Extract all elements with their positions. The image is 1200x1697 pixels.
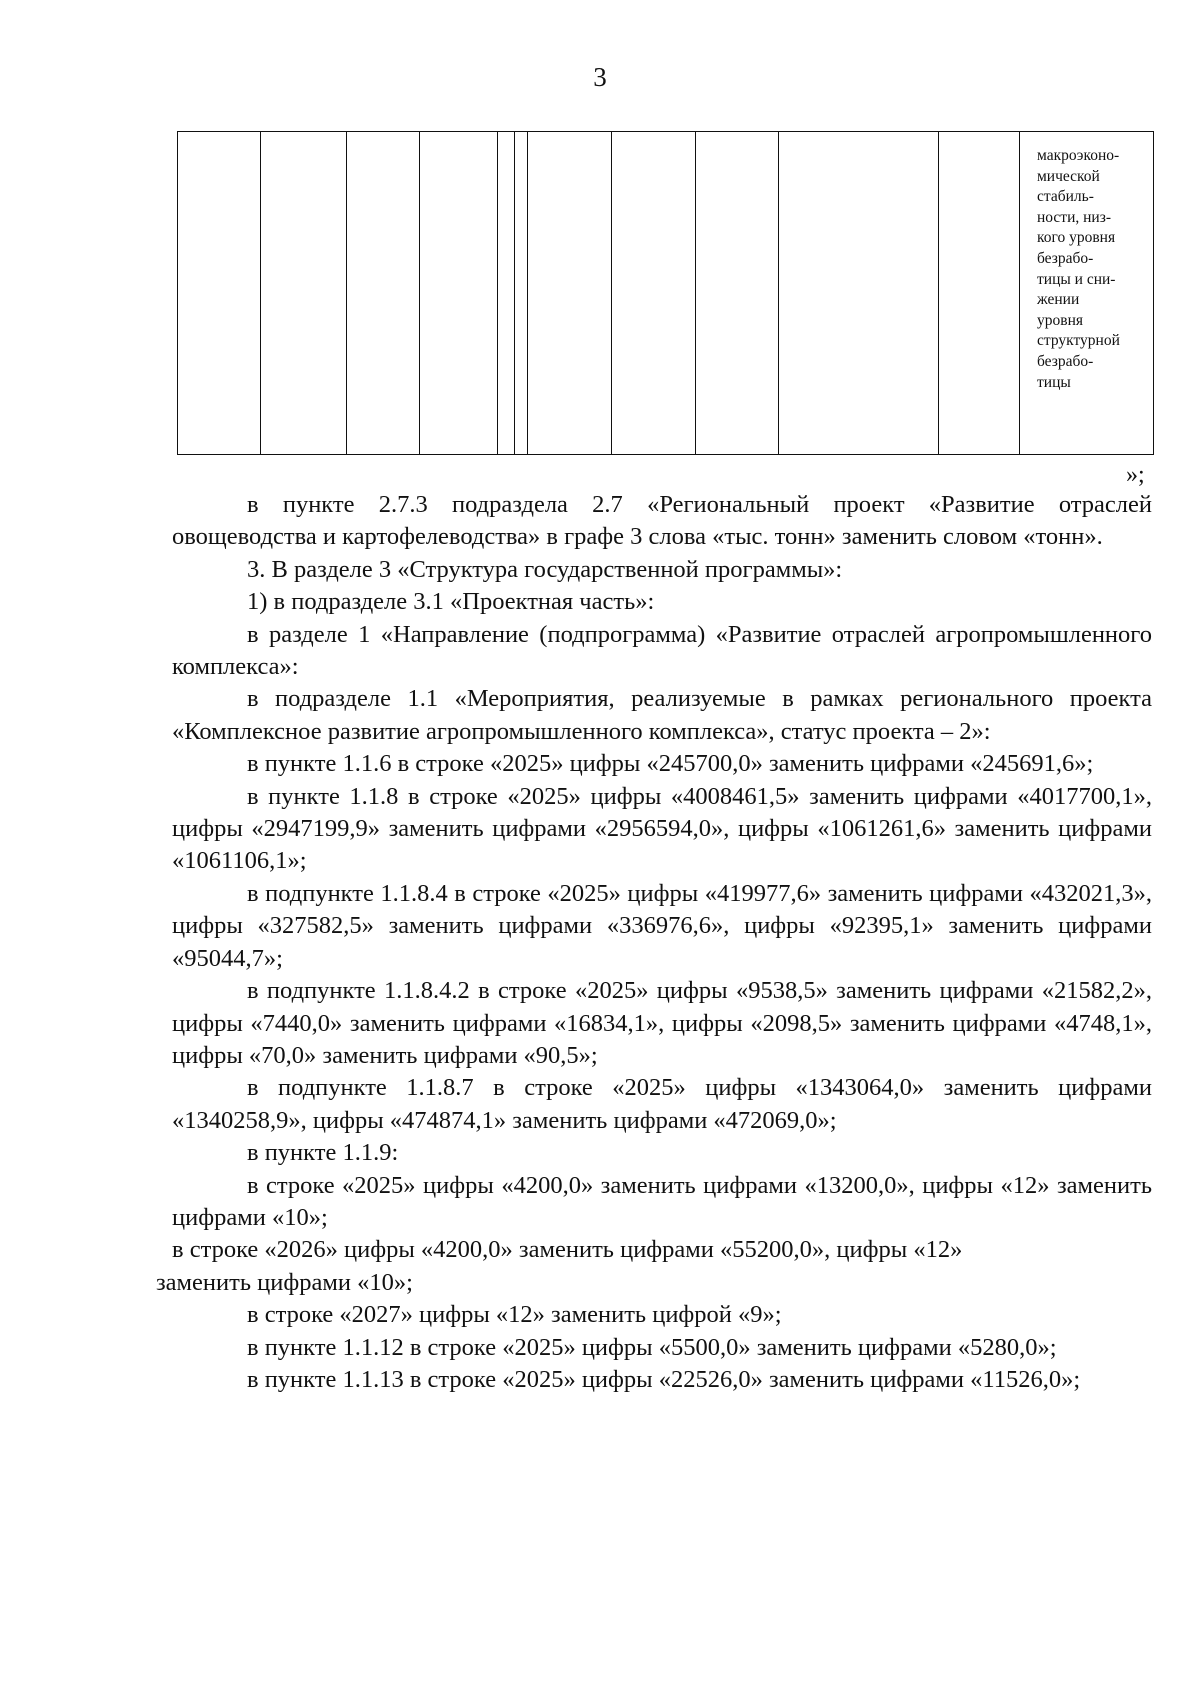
table-fragment — [177, 131, 1154, 455]
paragraph: в пункте 1.1.12 в строке «2025» цифры «5500,0» заменить цифрами «5280,0»; — [247, 1333, 1057, 1361]
cell-text-line: ности, низ- — [1037, 208, 1112, 226]
paragraph: в разделе 1 «Направление (подпрограмма) «Развитие отраслей агропромышленного комплекса»: — [172, 620, 1152, 681]
cell-text-line: макроэконо- — [1037, 147, 1120, 164]
cell-text-line: безрабо- — [1037, 352, 1094, 370]
paragraph: в подпункте 1.1.8.4 в строке «2025» цифры «419977,6» заменить цифрами «432021,3», цифры «327582,5» заменить цифрами «336976,6», цифры «92395,1» заменить цифрами «95044,7»; — [172, 879, 1152, 972]
table-column-divider — [611, 132, 612, 454]
table-column-divider — [1019, 132, 1020, 454]
table-column-divider — [938, 132, 939, 454]
paragraph: в строке «2027» цифры «12» заменить цифрой «9»; — [247, 1301, 782, 1329]
cell-text-line: жении — [1037, 291, 1080, 309]
cell-text-line: кого уровня — [1037, 229, 1116, 247]
table-column-divider — [419, 132, 420, 454]
table-column-divider — [695, 132, 696, 454]
cell-text-line: тицы — [1037, 373, 1071, 391]
table-column-divider — [497, 132, 498, 454]
paragraph-continuation: заменить цифрами «10»; — [156, 1268, 413, 1296]
paragraph: в пункте 1.1.9: — [247, 1139, 399, 1167]
table-closing-quote: »; — [1126, 462, 1145, 488]
cell-text-line: стабиль- — [1037, 188, 1094, 206]
document-body — [156, 489, 1152, 1396]
paragraph: в подпункте 1.1.8.4.2 в строке «2025» цифры «9538,5» заменить цифрами «21582,2», цифры «7440,0» заменить цифрами «16834,1», цифры «2098,5» заменить цифрами «4748,1», цифры «70,0» заменить цифрами «90,5»; — [172, 977, 1152, 1069]
cell-text-line: мической — [1037, 167, 1100, 185]
table-column-divider — [260, 132, 261, 454]
paragraph: 1) в подразделе 3.1 «Проектная часть»: — [247, 588, 655, 616]
paragraph: в пункте 1.1.13 в строке «2025» цифры «22526,0» заменить цифрами «11526,0»; — [247, 1365, 1081, 1393]
table-column-divider — [514, 132, 515, 454]
paragraph: 3. В разделе 3 «Структура государственной программы»: — [247, 555, 843, 583]
paragraph: в строке «2026» цифры «4200,0» заменить цифрами «55200,0», цифры «12» — [172, 1236, 963, 1264]
paragraph: в строке «2025» цифры «4200,0» заменить цифрами «13200,0», цифры «12» заменить цифрами «10»; — [172, 1171, 1152, 1231]
cell-text-line: безрабо- — [1037, 249, 1094, 267]
table-column-divider — [527, 132, 528, 454]
paragraph: в пункте 1.1.8 в строке «2025» цифры «4008461,5» заменить цифрами «4017700,1», цифры «2947199,9» заменить цифрами «2956594,0», цифры «1061261,6» заменить цифрами «1061106,1»; — [172, 782, 1152, 875]
paragraph: в подпункте 1.1.8.7 в строке «2025» цифры «1343064,0» заменить цифрами «1340258,9», цифры «474874,1» заменить цифрами «472069,0»; — [172, 1074, 1152, 1134]
cell-text-line: структурной — [1037, 332, 1120, 350]
paragraph: в пункте 1.1.6 в строке «2025» цифры «245700,0» заменить цифрами «245691,6»; — [247, 750, 1094, 778]
paragraph: в подразделе 1.1 «Мероприятия, реализуемые в рамках регионального проекта «Комплексное развитие агропромышленного комплекса», статус проекта – 2»: — [172, 685, 1152, 745]
page-number: 3 — [593, 62, 607, 92]
cell-text-line: тицы и сни- — [1037, 270, 1116, 288]
table-column-divider — [778, 132, 779, 454]
table-column-divider — [346, 132, 347, 454]
paragraph: в пункте 2.7.3 подраздела 2.7 «Региональный проект «Развитие отраслей овощеводства и картофелеводства» в графе 3 слова «тыс. тонн» заменить словом «тонн». — [172, 491, 1152, 551]
cell-text-line: уровня — [1037, 311, 1083, 329]
table-cell-last-column — [1037, 146, 1157, 393]
